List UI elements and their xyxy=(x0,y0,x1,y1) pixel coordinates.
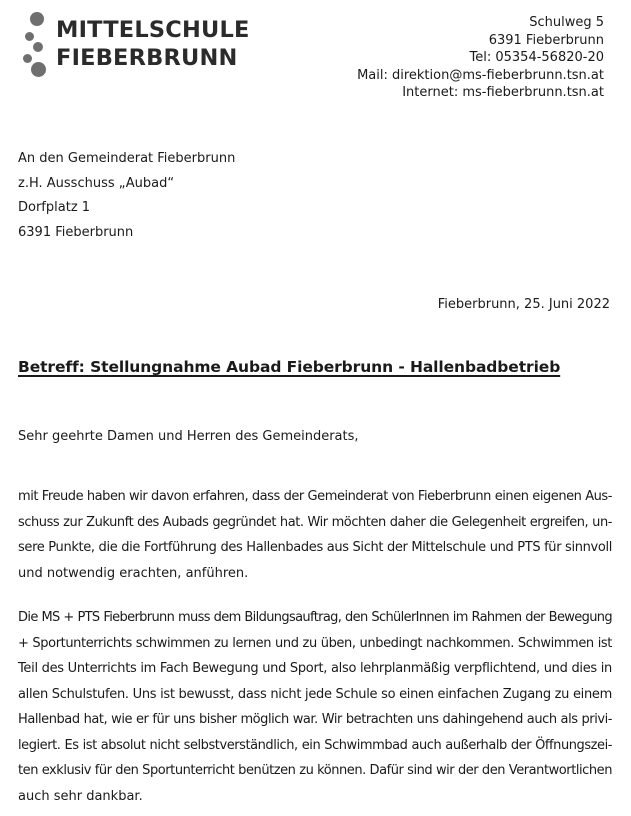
recipient-line-2: z.H. Ausschuss „Aubad“ xyxy=(18,175,175,191)
paragraph-2 xyxy=(18,605,612,809)
logo-line-1: MITTELSCHULE xyxy=(56,17,250,43)
paragraph-line: schuss zur Zukunft des Aubads gegründet hat. Wir möchten daher die Gelegenheit ergreifen, un- xyxy=(18,514,612,530)
recipient-line-3: Dorfplatz 1 xyxy=(18,200,91,215)
sender-internet: Internet: ms-fieberbrunn.tsn.at xyxy=(402,85,604,101)
sender-mail: Mail: direktion@ms-fieberbrunn.tsn.at xyxy=(357,67,604,83)
salutation: Sehr geehrte Damen und Herren des Gemeinderats, xyxy=(18,429,359,444)
recipient-line-1: An den Gemeinderat Fieberbrunn xyxy=(18,151,236,166)
paragraph-line: allen Schulstufen. Uns ist bewusst, dass nicht jede Schule so einen einfachen Zugang zu einem xyxy=(18,686,612,702)
paragraph-line: Hallenbad hat, wie er für uns bisher möglich war. Wir betrachten uns dahingehend auch als privi- xyxy=(18,712,612,727)
paragraph-line: Teil des Unterrichts im Fach Bewegung und Sport, also lehrplanmäßig verpflichtend, und dies in xyxy=(18,661,612,676)
paragraph-1 xyxy=(18,484,612,586)
logo-dots-icon xyxy=(22,10,56,82)
paragraph-line: legiert. Es ist absolut nicht selbstverständlich, ein Schwimmbad auch außerhalb der Öffnungszei- xyxy=(18,737,612,753)
paragraph-line: mit Freude haben wir davon erfahren, dass der Gemeinderat von Fieberbrunn einen eigenen Aus- xyxy=(18,489,612,504)
sender-address xyxy=(357,14,604,102)
recipient-address xyxy=(18,147,235,245)
letter-subject: Betreff: Stellungnahme Aubad Fieberbrunn - Hallenbadbetrieb xyxy=(18,358,561,376)
sender-street: Schulweg 5 xyxy=(529,15,604,30)
logo-line-2: FIEBERBRUNN xyxy=(56,45,238,71)
paragraph-line: sere Punkte, die die Fortführung des Hallenbades aus Sicht der Mittelschule und PTS für sinnvoll xyxy=(18,540,612,555)
paragraph-line: ten exklusiv für den Sportunterricht benützen zu können. Dafür sind wir der den Verantwortlichen xyxy=(18,763,612,778)
school-logo xyxy=(22,10,250,85)
paragraph-line: auch sehr dankbar. xyxy=(18,788,143,804)
letter-date: Fieberbrunn, 25. Juni 2022 xyxy=(437,297,610,312)
paragraph-line: Die MS + PTS Fieberbrunn muss dem Bildungsauftrag, den SchülerInnen im Rahmen der Bewegung xyxy=(18,610,612,625)
logo-wordmark xyxy=(56,16,250,72)
paragraph-line: + Sportunterrichts schwimmen zu lernen und zu üben, unbedingt nachkommen. Schwimmen ist xyxy=(18,635,612,651)
sender-city: 6391 Fieberbrunn xyxy=(488,32,604,48)
sender-phone: Tel: 05354-56820-20 xyxy=(469,50,604,66)
paragraph-line: und notwendig erachten, anführen. xyxy=(18,565,249,581)
recipient-line-4: 6391 Fieberbrunn xyxy=(18,224,134,240)
